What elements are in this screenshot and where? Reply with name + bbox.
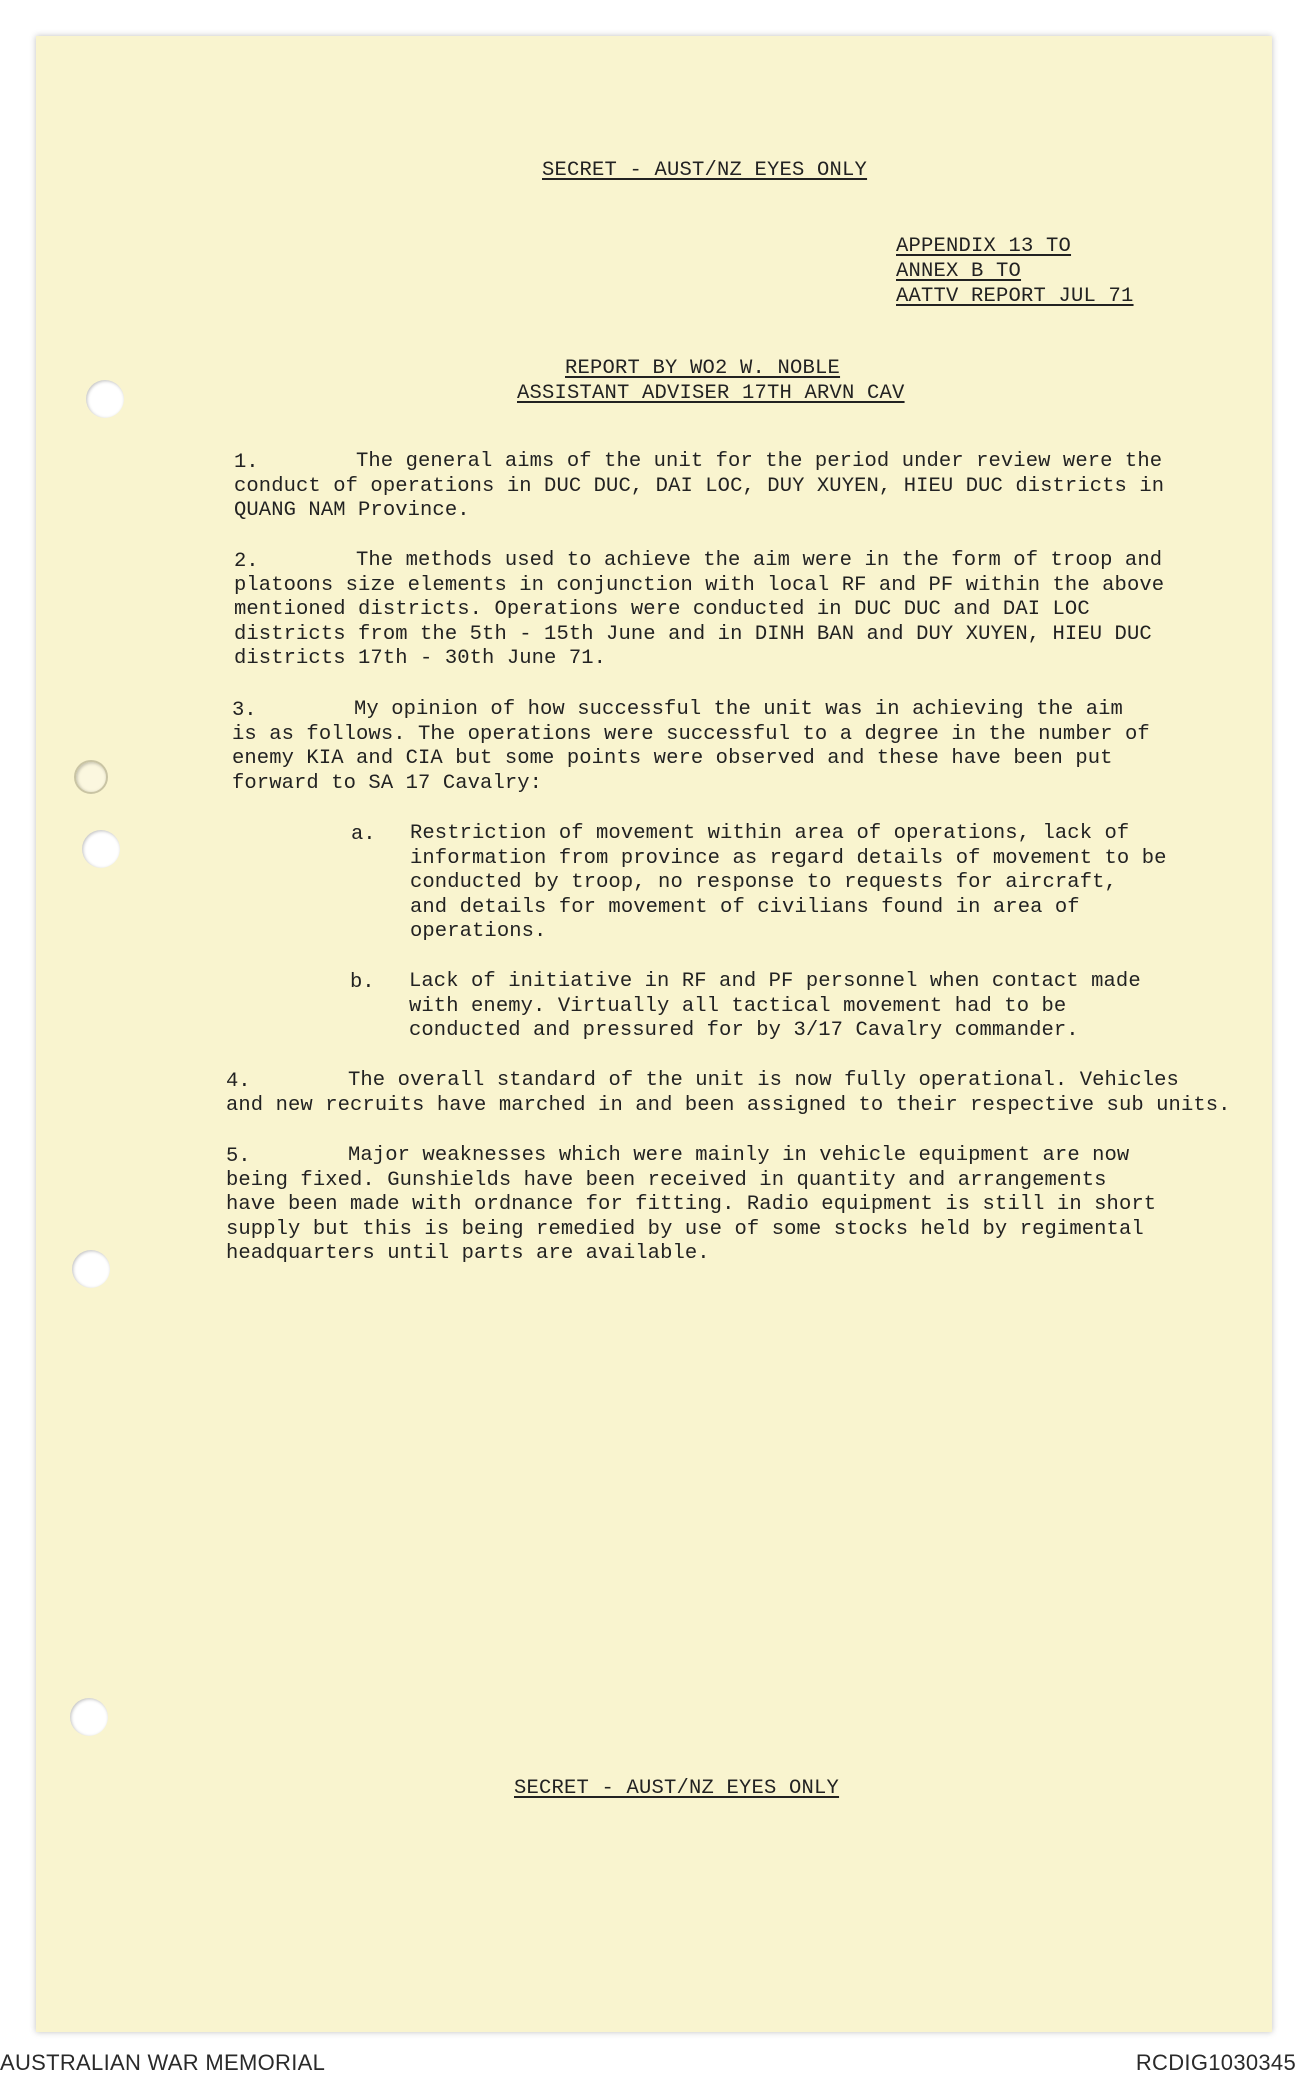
paragraph-number: 5. xyxy=(226,1145,251,1168)
paragraph-text: The overall standard of the unit is now fully operational. Vehicles and new recruits have marched in and been assigned to their respective sub units. xyxy=(226,1069,1231,1117)
subparagraph-text: Lack of initiative in RF and PF personnel when contact made with enemy. Virtually all tactical movement had to be conducted and pressured for by 3/17 Cavalry commander. xyxy=(409,970,1141,1042)
paragraph-number: 2. xyxy=(234,550,259,573)
document-page xyxy=(36,36,1272,2032)
archive-item-id: RCDIG1030345 xyxy=(1135,2050,1296,2075)
reference-line-report: AATTV REPORT JUL 71 xyxy=(896,285,1134,308)
paragraph-text: Major weaknesses which were mainly in vehicle equipment are now being fixed. Gunshields have been received in quantity and arrangements have been made with ordnance for fitting. Radio equipment is still in short supply but this is being remedied by use of some stocks held by regimental headquarters until parts are available. xyxy=(226,1144,1157,1265)
paragraph-text: The methods used to achieve the aim were in the form of troop and platoons size elements in conjunction with local RF and PF within the above mentioned districts. Operations were conducted in DUC DUC and DAI LOC districts from the 5th - 15th June and in DINH BAN and DUY XUYEN, HIEU DUC districts 17th - 30th June 71. xyxy=(234,549,1165,670)
paragraph-number: 3. xyxy=(232,699,257,722)
title-line-author: REPORT BY WO2 W. NOBLE xyxy=(565,357,841,380)
reference-line-annex: ANNEX B TO xyxy=(896,260,1022,283)
header-classification: SECRET - AUST/NZ EYES ONLY xyxy=(542,159,868,182)
footer-classification: SECRET - AUST/NZ EYES ONLY xyxy=(514,1777,840,1800)
subparagraph-letter: a. xyxy=(351,823,376,846)
archive-institution: AUSTRALIAN WAR MEMORIAL xyxy=(0,2050,326,2075)
subparagraph-letter: b. xyxy=(350,971,375,994)
paragraph-number: 4. xyxy=(226,1070,251,1093)
punch-hole xyxy=(72,1250,110,1288)
title-line-position: ASSISTANT ADVISER 17TH ARVN CAV xyxy=(517,382,905,405)
paragraph-text: My opinion of how successful the unit was in achieving the aim is as follows. The operations were successful to a degree in the number of enemy KIA and CIA but some points were observed and these have been put forward to SA 17 Cavalry: xyxy=(232,698,1150,795)
punch-hole xyxy=(70,1698,108,1736)
paragraph-number: 1. xyxy=(234,451,259,474)
subparagraph-text: Restriction of movement within area of operations, lack of information from province as regard details of movement to be conducted by troop, no response to requests for aircraft, and details for movement of civilians found in area of operations. xyxy=(410,822,1167,943)
punch-hole xyxy=(74,760,108,794)
paragraph-text: The general aims of the unit for the period under review were the conduct of operations in DUC DUC, DAI LOC, DUY XUYEN, HIEU DUC districts in QUANG NAM Province. xyxy=(234,450,1165,522)
punch-hole xyxy=(82,830,120,868)
reference-line-appendix: APPENDIX 13 TO xyxy=(896,235,1072,258)
punch-hole xyxy=(86,380,124,418)
